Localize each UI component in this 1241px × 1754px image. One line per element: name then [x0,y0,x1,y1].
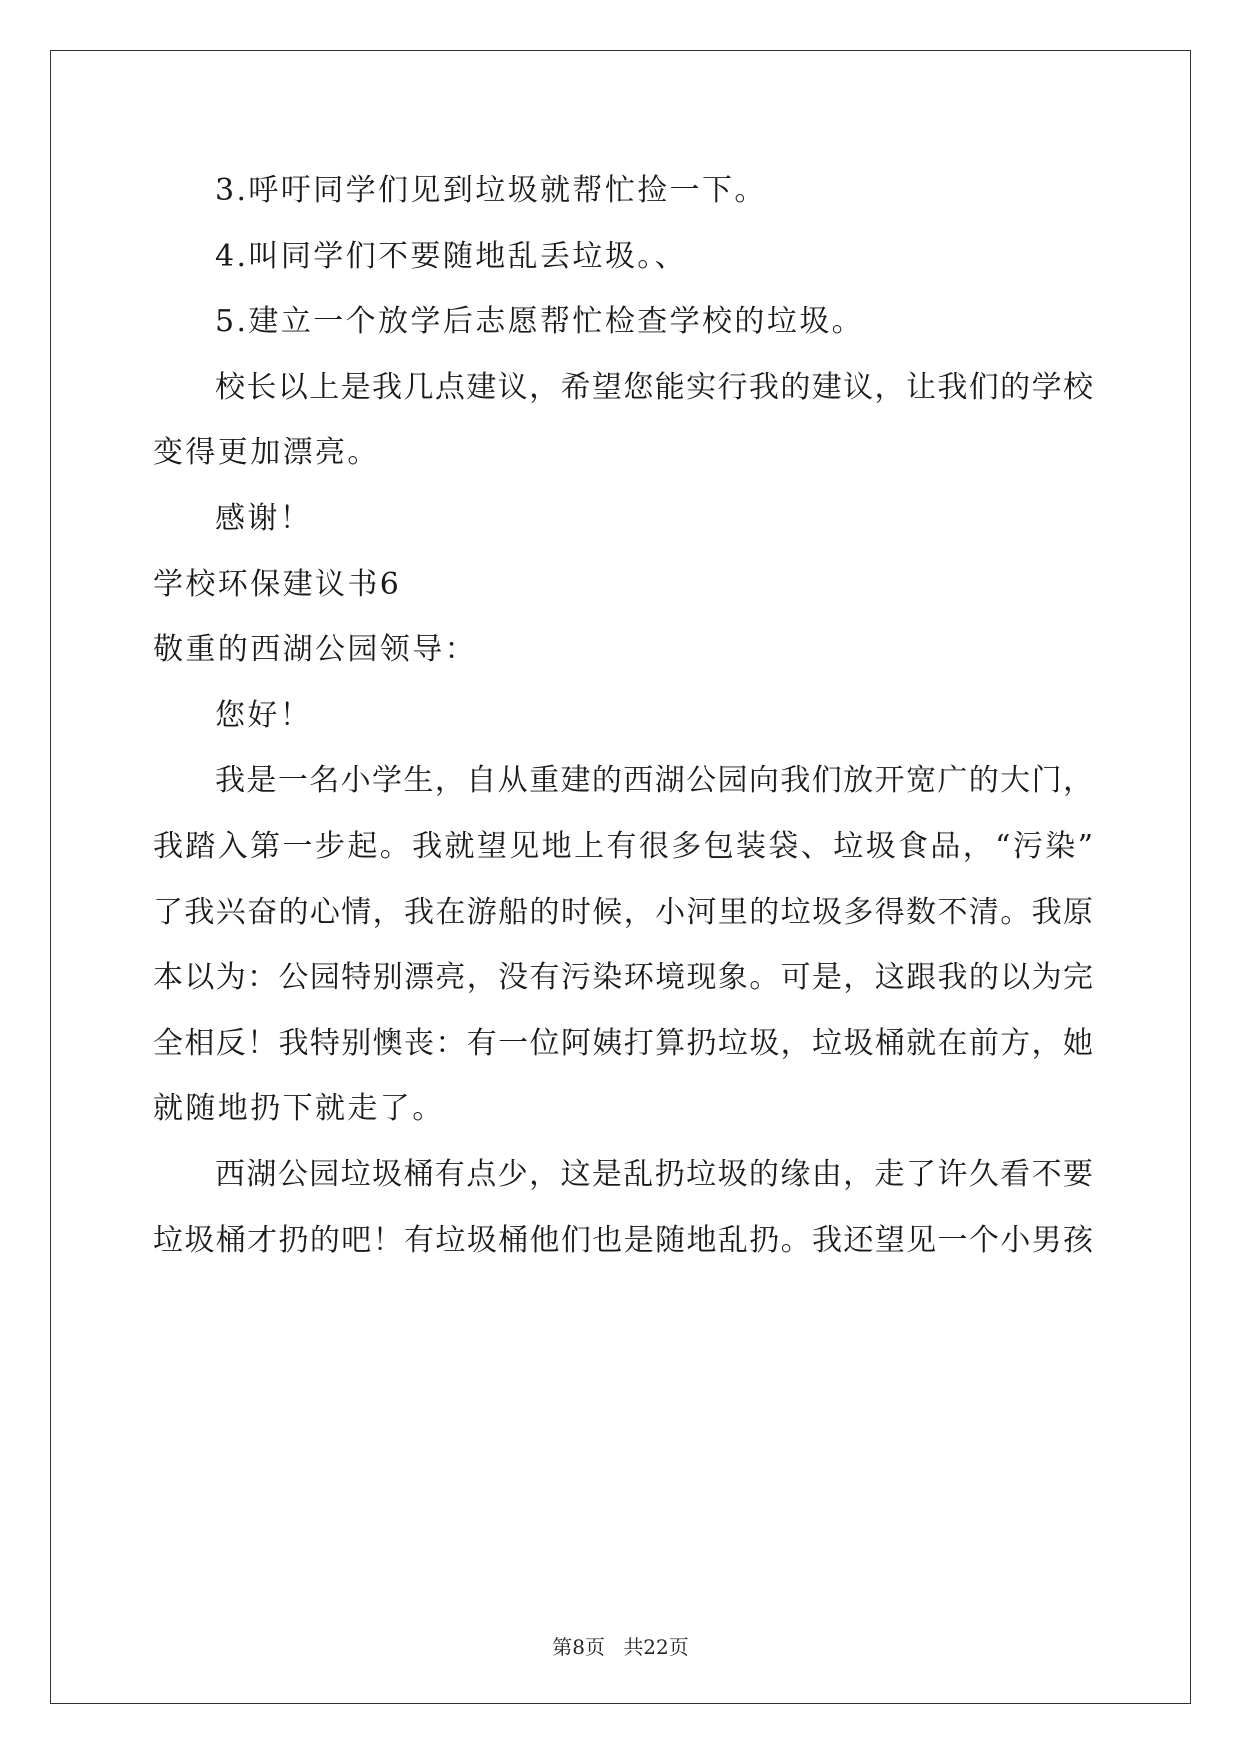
page-footer [0,1631,1241,1660]
text-line: 感谢！ [215,500,313,536]
text-line: 我踏入第一步起。我就望见地上有很多包装袋、垃圾食品，“污染” [153,828,1093,864]
text-line: 西湖公园垃圾桶有点少，这是乱扔垃圾的缘由，走了许久看不要 [215,1156,1093,1192]
text-line: 4.叫同学们不要随地乱丢垃圾。、 [215,238,688,274]
text-line: 全相反！我特别懊丧：有一位阿姨打算扔垃圾，垃圾桶就在前方，她 [153,1025,1093,1061]
text-line: 就随地扔下就走了。 [153,1091,445,1127]
document-body [153,158,1093,1273]
text-line: 我是一名小学生，自从重建的西湖公园向我们放开宽广的大门， [215,763,1093,799]
text-line: 3.呼吁同学们见到垃圾就帮忙捡一下。 [215,173,767,208]
salutation: 敬重的西湖公园领导： [153,632,477,668]
text-line: 垃圾桶才扔的吧！有垃圾桶他们也是随地乱扔。我还望见一个小男孩 [153,1222,1093,1258]
section-heading: 学校环保建议书6 [153,566,402,602]
greeting: 您好！ [215,697,313,733]
page-number: 第8页 [552,1635,605,1659]
text-line: 校长以上是我几点建议，希望您能实行我的建议，让我们的学校 [215,369,1093,405]
text-line: 变得更加漂亮。 [153,435,380,471]
text-line: 了我兴奋的心情，我在游船的时候，小河里的垃圾多得数不清。我原 [153,894,1093,930]
text-line: 本以为：公园特别漂亮，没有污染环境现象。可是，这跟我的以为完 [153,960,1093,996]
text-line: 5.建立一个放学后志愿帮忙检查学校的垃圾。 [215,304,865,340]
page-total: 共22页 [623,1635,689,1659]
